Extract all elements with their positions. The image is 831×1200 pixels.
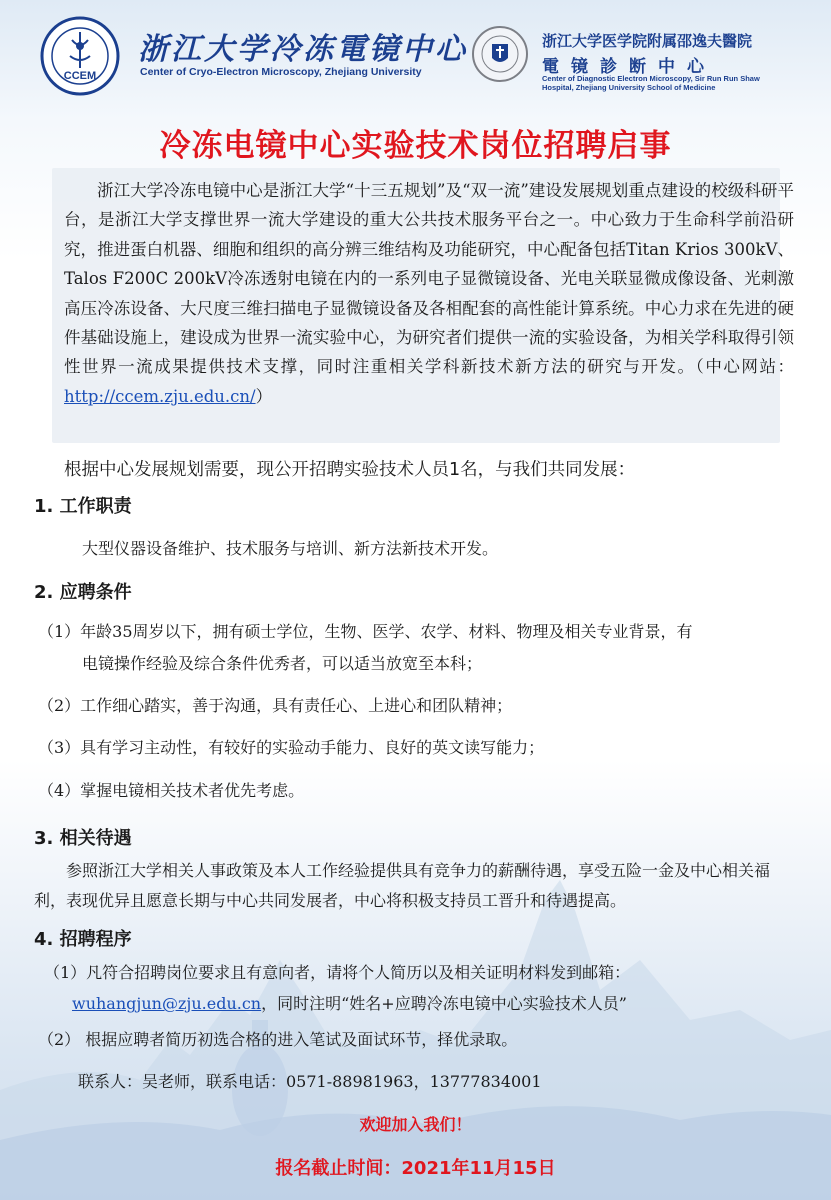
requirement-item-1: （1）年龄35周岁以下，拥有硕士学位，生物、医学、农学、材料、物理及相关专业背景，有 (38, 622, 693, 641)
requirement-item-4: （4）掌握电镜相关技术者优先考虑。 (38, 781, 305, 800)
process-item-1: （1）凡符合招聘岗位要求且有意向者，请将个人简历以及相关证明材料发到邮箱： (44, 963, 631, 982)
process-item-1-tail: ，同时注明“姓名+应聘冷冻电镜中心实验技术人员” (261, 994, 627, 1013)
requirement-item-3: （3）具有学习主动性，有较好的实验动手能力、良好的英文读写能力； (38, 738, 545, 757)
section-heading-duty: 1. 工作职责 (34, 496, 132, 517)
intro-paragraph (64, 176, 794, 411)
welcome-text: 欢迎加入我们！ (359, 1115, 472, 1134)
requirement-item-1-cont: 电镜操作经验及综合条件优秀者，可以适当放宽至本科； (82, 654, 483, 673)
ccem-abbr: CCEM (63, 70, 97, 82)
hospital-center-cn: 電镜診断中心 (542, 57, 716, 77)
hospital-name-en: Center of Diagnostic Electron Microscopy, Sir Run Run Shaw Hospital, Zhejiang University School of Medicine (542, 74, 760, 92)
header (0, 0, 831, 110)
intro-close: ） (255, 386, 273, 406)
benefits-text: 参照浙江大学相关人事政策及本人工作经验提供具有竞争力的薪酬待遇，享受五险一金及中心相关福利，表现优异且愿意长期与中心共同发展者，中心将积极支持员工晋升和待遇提高。 (34, 861, 771, 910)
lead-sentence: 根据中心发展规划需要，现公开招聘实验技术人员1名，与我们共同发展： (64, 460, 636, 480)
hospital-logo-icon (470, 24, 534, 84)
requirement-item-2: （2）工作细心踏实，善于沟通，具有责任心、上进心和团队精神； (38, 696, 513, 715)
page-title: 冷冻电镜中心实验技术岗位招聘启事 (159, 128, 672, 164)
process-item-1-email-line (72, 988, 627, 1019)
duty-text: 大型仪器设备维护、技术服务与培训、新方法新技术开发。 (82, 539, 499, 558)
center-name-en: Center of Cryo-Electron Microscopy, Zhejiang University (140, 66, 422, 78)
intro-text: 浙江大学冷冻电镜中心是浙江大学“十三五规划”及“双一流”建设发展规划重点建设的校级科研平台，是浙江大学支撑世界一流大学建设的重大公共技术服务平台之一。中心致力于生命科学前沿研究，推进蛋白机器、细胞和组织的高分辨三维结构及功能研究，中心配备包括Titan Krios 300kV、 Talos F200C 200kV冷冻透射电镜在内的一系列电子显微镜设备、光电关联显微成像设备、光刺激高压冷冻设备、大尺度三维扫描电子显微镜设备及各相配套的高性能计算系统。中心力求在先进的硬件基础设施上，建设成为世界一流实验中心，为研究者们提供一流的实验设备，为相关学科取得引领性世界一流成果提供技术支撑，同时注重相关学科新技术新方法的研究与开发。（中心网站： (64, 181, 794, 377)
contact-info: 联系人：吴老师，联系电话：0571-88981963，13777834001 (78, 1072, 542, 1091)
center-name-cn: 浙江大学冷冻電镜中心 (138, 32, 468, 67)
section-heading-requirements: 2. 应聘条件 (34, 582, 132, 603)
process-item-2: （2） 根据应聘者简历初选合格的进入笔试及面试环节，择优录取。 (38, 1030, 518, 1049)
section-heading-process: 4. 招聘程序 (34, 929, 132, 950)
section-heading-benefits: 3. 相关待遇 (34, 828, 132, 849)
email-link[interactable]: wuhangjun@zju.edu.cn (72, 994, 262, 1013)
deadline-text: 报名截止时间：2021年11月15日 (275, 1158, 556, 1179)
website-link[interactable]: http://ccem.zju.edu.cn/ (64, 386, 256, 406)
ccem-logo-icon (40, 16, 120, 96)
hospital-name-cn: 浙江大学医学院附属邵逸夫醫院 (542, 32, 753, 50)
